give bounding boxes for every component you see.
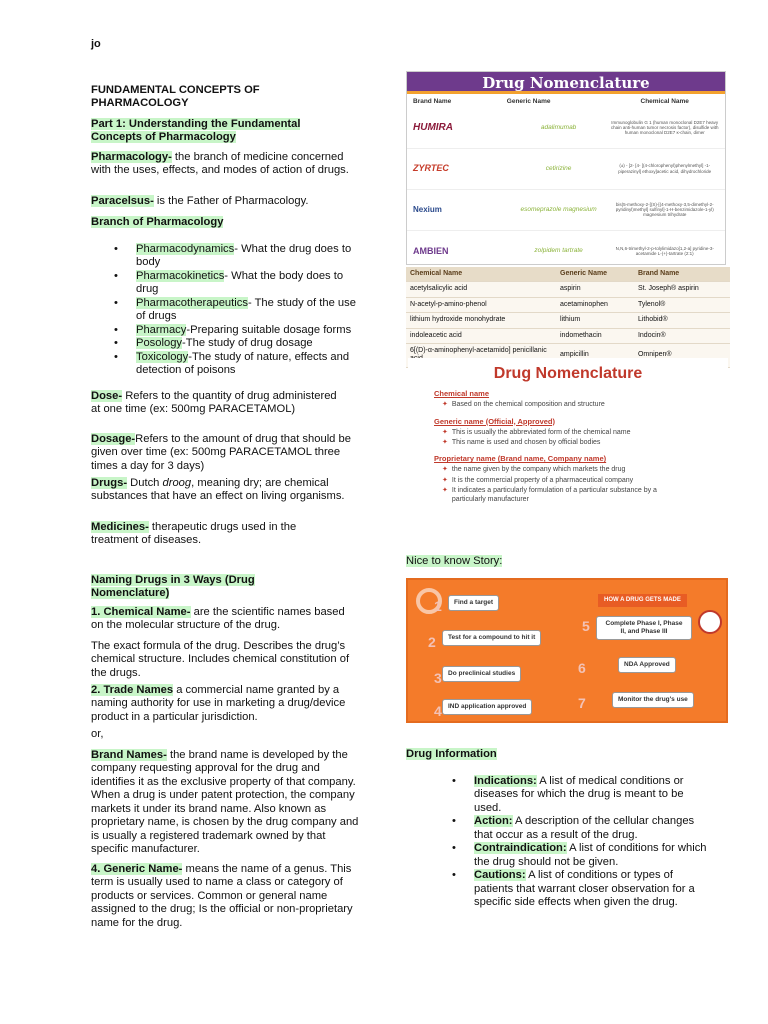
section-heading: Chemical name [434, 389, 490, 399]
drug-nomenclature-image-2 [408, 358, 728, 538]
branch-term: Pharmacokinetics [136, 269, 225, 282]
star-icon: ✦ [442, 487, 448, 495]
trade-names-definition [91, 684, 361, 724]
medicines-def: therapeutic drugs used in the treatment of diseases. [91, 521, 297, 547]
item-text: Based on the chemical composition and structure [451, 401, 605, 409]
list-item [442, 487, 728, 504]
info-term: Contraindication: [474, 842, 567, 855]
list-item [452, 869, 714, 909]
medicines-definition [91, 521, 331, 548]
chemical-generic-brand-table [406, 267, 730, 368]
step-number: 4 [434, 703, 442, 719]
medicines-term: Medicines- [91, 521, 149, 533]
table-cell: St. Joseph® aspirin [634, 282, 730, 297]
drug-information-heading [406, 748, 497, 761]
part1-text: Part 1: Understanding the Fundamental Concepts of Pharmacology [91, 118, 301, 144]
chemical-name: Immunoglobulin G 1 (human monoclonal D2E7 heavy chain anti-human tumor necrosis factor), disulfide with human monoclonal D2E7 κ-chain, dimer [610, 119, 719, 136]
table-row [406, 328, 730, 343]
drugs-def-b: , meaning dry; are chemical substances that have an effect on living organisms. [91, 477, 345, 503]
image1-header: Chemical Name [640, 98, 689, 105]
pharmacology-term: Pharmacology- [91, 151, 172, 163]
image1-row [407, 231, 725, 272]
list-item [442, 477, 728, 485]
branch-heading [91, 216, 361, 229]
image1-header: Brand Name [413, 98, 452, 105]
chemical-name-definition [91, 606, 353, 633]
table-cell: lithium [556, 313, 634, 328]
drug-information-heading-text: Drug Information [406, 748, 497, 760]
trade-names-term: 2. Trade Names [91, 684, 174, 696]
branch-def: -The study of nature, effects and detection of poisons [136, 350, 350, 376]
column-header: Generic Name [556, 267, 634, 282]
branch-def: -The study of drug dosage [182, 337, 313, 350]
step-label: Test for a compound to hit it [442, 630, 541, 646]
story-label-text: Nice to know Story: [406, 555, 503, 567]
brand-logo: AMBIEN [413, 245, 449, 256]
generic-name: cetirizine [545, 164, 572, 172]
brand-names-def: the brand name is developed by the company requesting approval for the drug and identifies it as the exclusive property of that company. When a drug is under patent protection, the company markets it under its brand name. Also known as proprietary name, is chosen by the drug company and is usually a registered trademark owned by that specific manufacturer. [91, 749, 359, 856]
paracelsus-definition [91, 195, 361, 208]
table-cell: indoleacetic acid [406, 328, 556, 343]
info-def: A list of conditions or types of patients that warrant closer observation for a specific side effects when given the drug. [474, 869, 695, 908]
drugs-def-a: Dutch [127, 477, 163, 489]
generic-name-term: 4. Generic Name- [91, 863, 183, 875]
table-row [406, 297, 730, 312]
table-header-row [406, 267, 730, 282]
drug-development-infographic [406, 578, 728, 723]
item-text: This is usually the abbreviated form of the chemical name [451, 428, 631, 436]
table-cell: acetylsalicylic acid [406, 282, 556, 297]
star-icon: ✦ [442, 428, 448, 436]
info-def: A list of conditions for which the drug should not be given. [474, 842, 707, 868]
table-cell: Lithobid® [634, 313, 730, 328]
step-label: Do preclinical studies [442, 666, 521, 682]
drugs-definition [91, 477, 361, 504]
branch-list [114, 243, 362, 377]
chemical-name: bis(5-methoxy-2-[(S)-[(4-methoxy-3,5-dimethyl-2-pyridinyl)methyl] sulfinyl]-1-H-benzimidazole-1-yl) magnesium trihydrate [615, 201, 714, 218]
dosage-term: Dosage- [91, 433, 136, 445]
info-term: Indications: [474, 775, 537, 787]
column-header: Chemical Name [406, 267, 556, 282]
step-number: 7 [578, 695, 586, 711]
step-label: Find a target [448, 595, 499, 611]
branch-term: Posology [136, 337, 183, 350]
item-text: This name is used and chosen by official bodies [451, 438, 601, 446]
dose-def: Refers to the quantity of drug administered at one time (ex: 500mg PARACETAMOL) [91, 390, 337, 416]
list-item [442, 439, 728, 447]
chemical-name: (±) - [2- [4- [(4-chlorophenyl)phenylmethyl] -1- piperazinyl] ethoxy]acetic acid, dihydrochloride [618, 163, 712, 174]
pharmacology-definition [91, 151, 353, 178]
table-cell: Tylenol® [634, 297, 730, 312]
prohibit-icon [698, 610, 722, 634]
table-cell: 6[(D)-α-aminophenyl-acetamido] penicillanic [406, 343, 556, 367]
image1-header: Generic Name [506, 98, 551, 105]
image1-title-bar [407, 72, 725, 91]
star-icon: ✦ [442, 476, 448, 484]
info-term: Cautions: [474, 869, 526, 882]
brand-logo: ZYRTEC [413, 163, 449, 174]
header-initials: jo [91, 38, 101, 50]
pharmacology-def: the branch of medicine concerned with the uses, effects, and modes of action of drugs. [91, 151, 349, 177]
table-cell: ampicillin [556, 343, 634, 367]
list-item [114, 351, 362, 378]
list-item [442, 466, 728, 474]
dosage-def: Refers to the amount of drug that should be given over time (ex: 500mg PARACETAMOL three times a day for 3 days) [91, 433, 351, 472]
branch-term: Pharmacodynamics [136, 243, 235, 255]
section-heading: Generic name (Official, Approved) [434, 416, 555, 426]
drugs-term: Drugs- [91, 477, 128, 489]
infographic-banner: HOW A DRUG GETS MADE [598, 594, 687, 607]
image3-title: Drug Nomenclature [493, 365, 643, 382]
dose-term: Dose- [91, 390, 123, 402]
drug-nomenclature-image-1 [406, 71, 726, 265]
info-term: Action: [474, 815, 513, 828]
image1-row [407, 149, 725, 190]
table-cell: Omnipen® [634, 343, 730, 367]
table-cell: lithium hydroxide monohydrate [406, 313, 556, 328]
trade-names-def: a commercial name granted by a naming authority for use in marketing a drug/device product in a particular jurisdiction. [91, 684, 346, 723]
table-row [406, 282, 730, 297]
image1-row [407, 108, 725, 149]
dosage-definition [91, 433, 359, 473]
star-icon: ✦ [442, 438, 448, 446]
list-item [442, 401, 728, 409]
step-number: 1 [434, 598, 442, 614]
table-cell: aspirin [556, 282, 634, 297]
step-number: 5 [582, 618, 590, 634]
list-item [442, 429, 728, 437]
list-item [452, 815, 714, 842]
step-number: 2 [428, 634, 436, 650]
column-header: Brand Name [634, 267, 730, 282]
chemical-name: N,N,6-trimethyl-2-p-tolylimidazo[1,2-a] pyridine-3-acetamide L-(+)-tartrate (2:1) [615, 245, 714, 257]
chemical-name-extra: The exact formula of the drug. Describes the drug’s chemical structure. Includes chemical constitution of the drugs. [91, 640, 350, 679]
star-icon: ✦ [442, 466, 448, 474]
list-item [114, 243, 362, 270]
star-icon: ✦ [442, 401, 448, 409]
generic-name-def: means the name of a genus. This term is usually used to name a class or category of products or services. Common or general name assigned to the drug; Is the official or non-proprietary name for the drug. [91, 863, 353, 929]
generic-name: adalimumab [540, 123, 577, 131]
list-item [452, 775, 714, 815]
drugs-def-italic: droog [162, 477, 192, 489]
item-text: It is the commercial property of a pharmaceutical company [451, 476, 634, 484]
dose-definition [91, 390, 346, 417]
branch-term: Pharmacy [136, 323, 187, 336]
step-number: 3 [434, 670, 442, 686]
generic-name-definition [91, 863, 359, 930]
list-item [114, 297, 362, 324]
image1-header-row [407, 94, 725, 108]
generic-name: esomeprazole magnesium [520, 205, 597, 213]
step-label: Complete Phase I, Phase II, and Phase III [596, 616, 692, 640]
image1-title: Drug Nomenclature [482, 74, 650, 92]
list-item [114, 337, 362, 350]
step-label: Monitor the drug's use [612, 692, 694, 708]
branch-def: - What the drug does to body [136, 243, 352, 269]
image3-body [408, 383, 728, 504]
table-cell: indomethacin [556, 328, 634, 343]
step-number: 6 [578, 660, 586, 676]
item-text: It indicates a particularly formulation of a particular substance by a particularly manufacturer [451, 487, 657, 503]
step-label: NDA Approved [618, 657, 676, 673]
paracelsus-def: is the Father of Pharmacology. [153, 195, 309, 207]
branch-def: - The study of the use of drugs [136, 296, 356, 323]
step-label: IND application approved [442, 699, 532, 715]
brand-names-term: Brand Names- [91, 749, 167, 761]
document-title: FUNDAMENTAL CONCEPTS OF PHARMACOLOGY [91, 84, 260, 110]
story-label [406, 555, 502, 568]
paracelsus-term: Paracelsus- [91, 195, 154, 207]
or-text: or, [91, 728, 104, 740]
chemical-name-term: 1. Chemical Name- [91, 606, 191, 618]
branch-heading-text: Branch of Pharmacology [91, 216, 224, 228]
naming-heading-text: Naming Drugs in 3 Ways (Drug Nomenclature) [91, 574, 255, 600]
list-item [114, 270, 362, 297]
info-def: A list of medical conditions or diseases for which the drug is meant to be used. [474, 775, 684, 814]
section-heading: Proprietary name (Brand name, Company name) [434, 454, 607, 464]
item-text: the name given by the company which markets the drug [451, 466, 626, 474]
brand-logo: HUMIRA [413, 121, 453, 133]
table-cell: acetaminophen [556, 297, 634, 312]
info-def: A description of the cellular changes that occur as a result of the drug. [474, 815, 695, 841]
brand-logo: Nexium [413, 205, 442, 214]
branch-def: - What the body does to drug [136, 269, 344, 296]
generic-name: zolpidem tartrate [534, 247, 583, 255]
list-item [114, 324, 362, 337]
chemical-name-def: are the scientific names based on the molecular structure of the drug. [91, 606, 345, 632]
branch-def: -Preparing suitable dosage forms [186, 323, 352, 336]
table-row [406, 313, 730, 328]
branch-term: Toxicology [136, 350, 189, 363]
brand-names-definition [91, 749, 363, 857]
part1-heading [91, 118, 351, 145]
drug-information-list [452, 775, 714, 909]
table-cell: Indocin® [634, 328, 730, 343]
table-cell: N-acetyl-p-amino-phenol [406, 297, 556, 312]
list-item [452, 842, 714, 869]
naming-heading [91, 574, 291, 601]
image1-row [407, 190, 725, 231]
branch-term: Pharmacotherapeutics [136, 296, 248, 309]
